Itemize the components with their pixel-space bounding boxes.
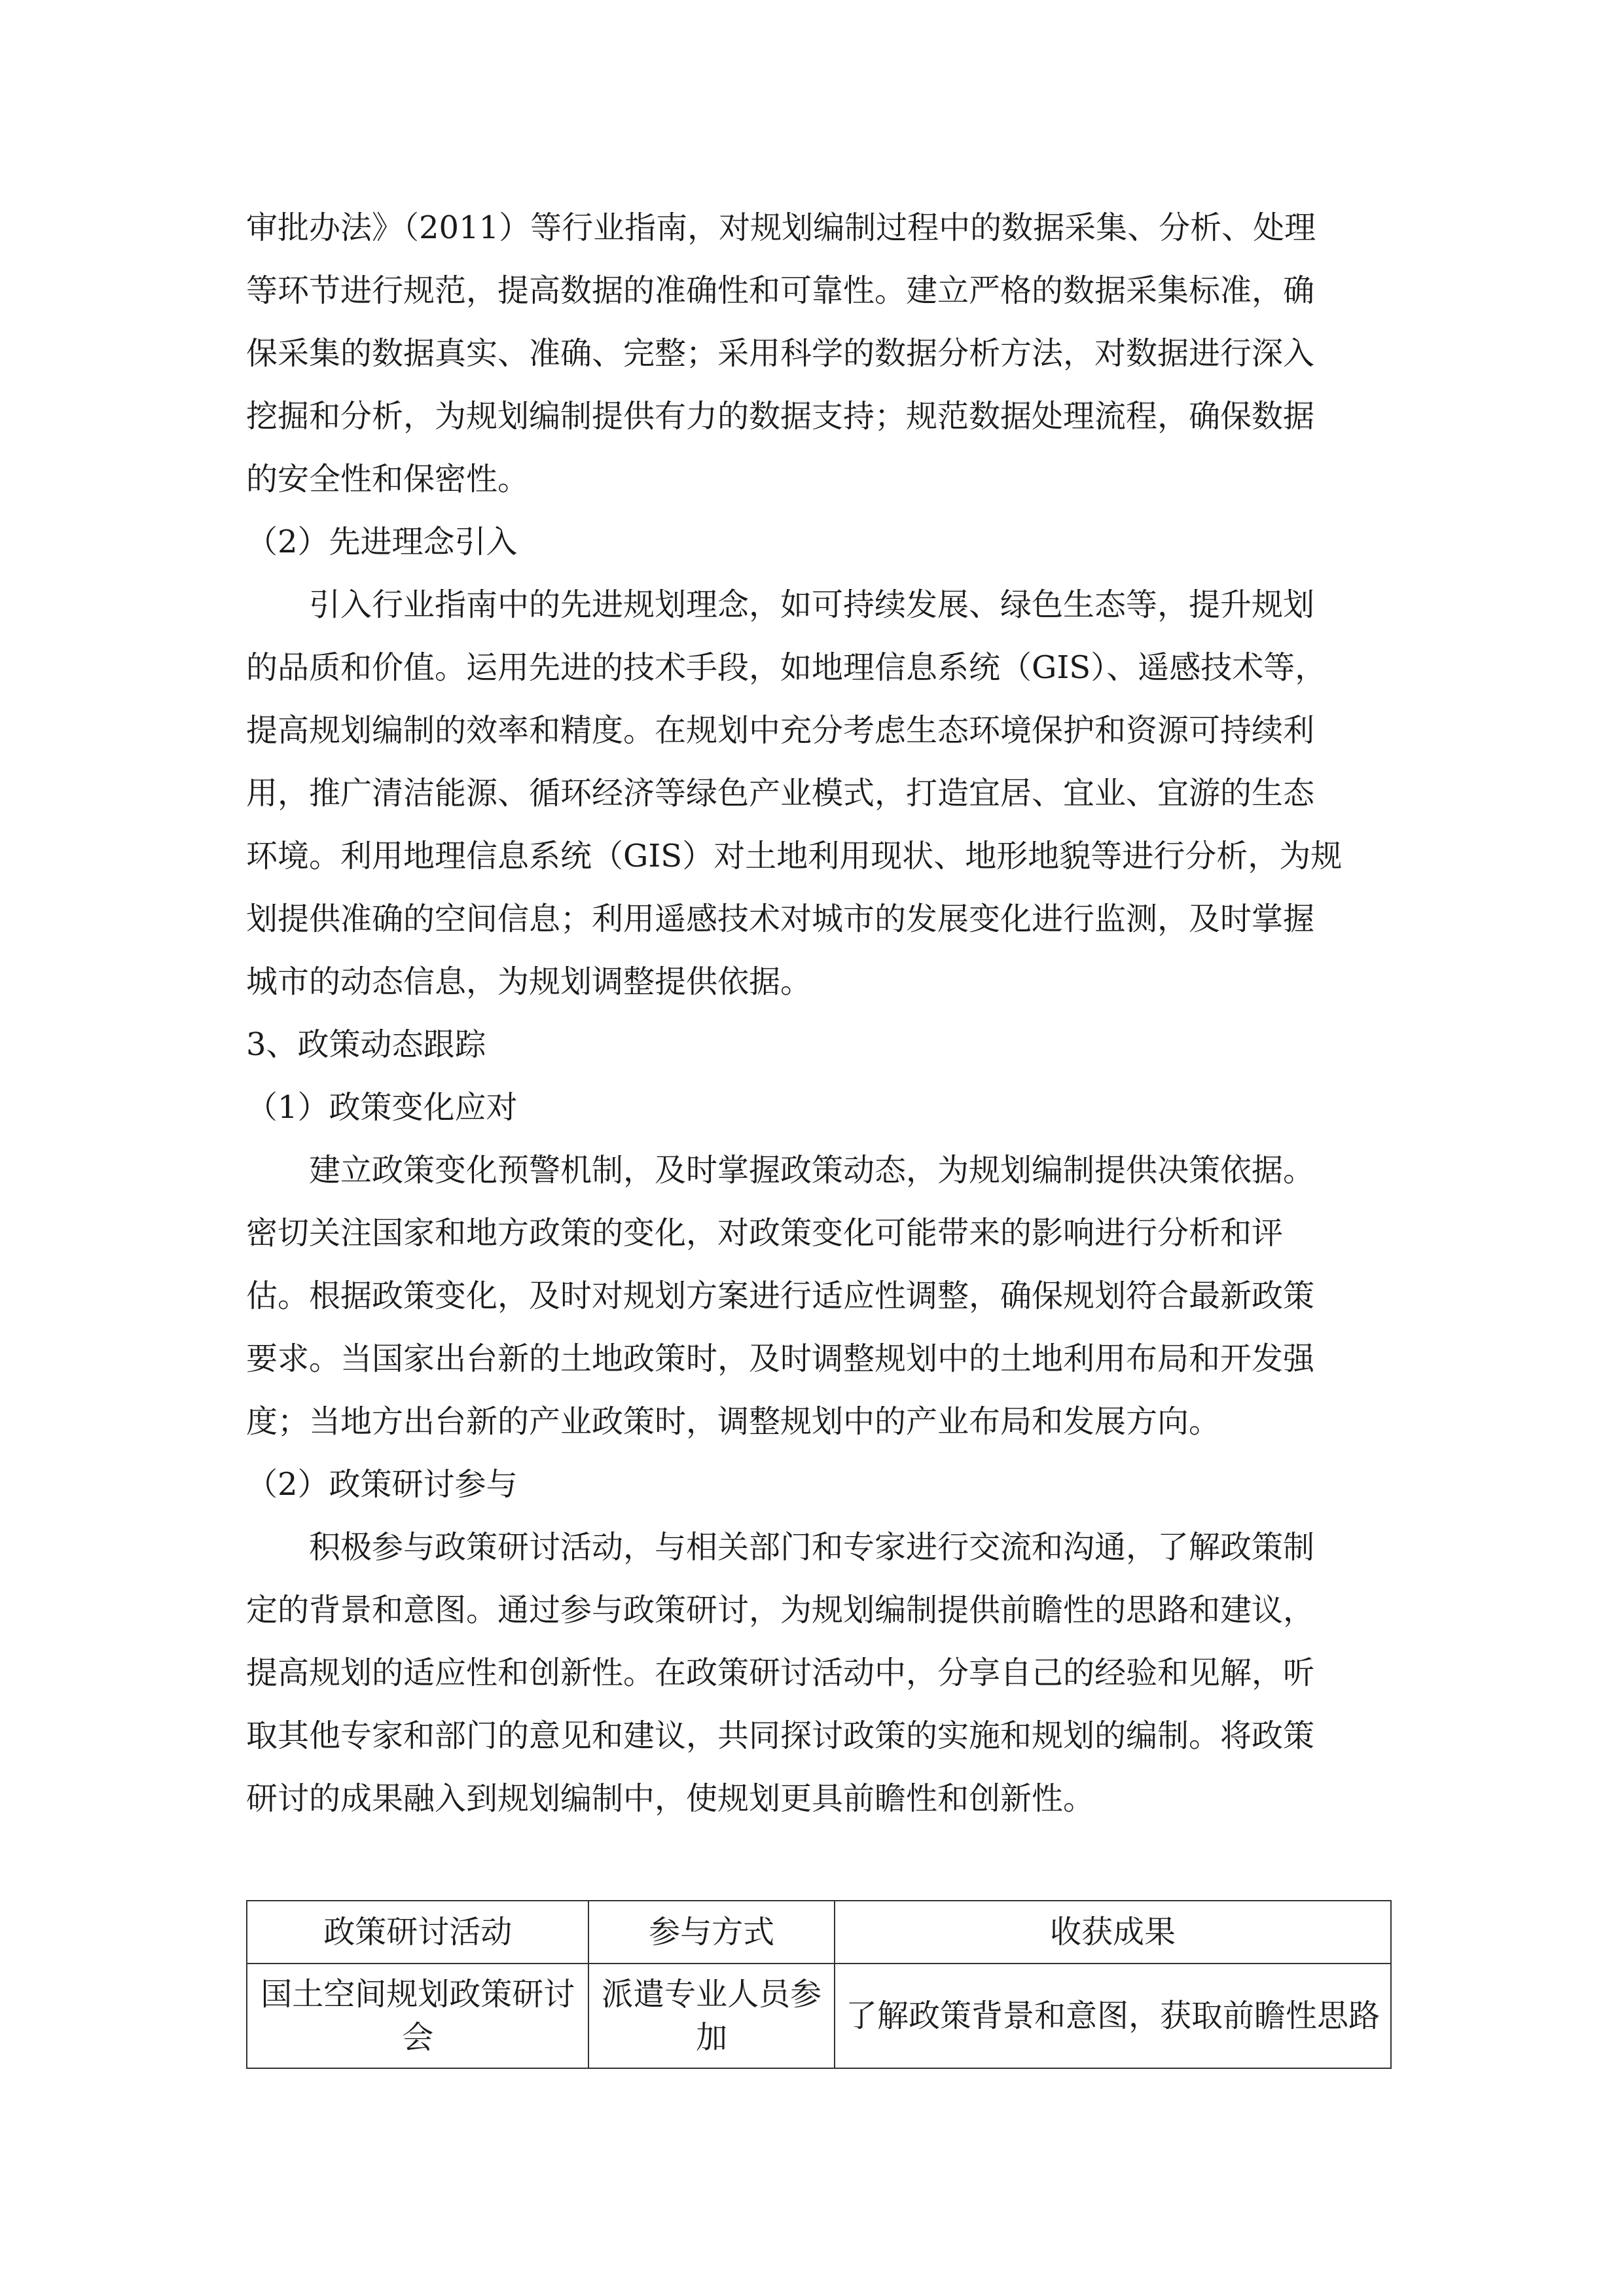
text-line: 积极参与政策研讨活动，与相关部门和专家进行交流和沟通，了解政策制	[309, 1529, 1315, 1566]
text-line: 城市的动态信息，为规划调整提供依据。	[246, 963, 812, 1000]
table-header-cell: 参与方式	[588, 1901, 835, 1964]
text-line: 定的背景和意图。通过参与政策研讨，为规划编制提供前瞻性的思路和建议，	[246, 1592, 1315, 1628]
paragraph-advanced-concepts	[246, 573, 1392, 1013]
text-line: 提高规划的适应性和创新性。在政策研讨活动中，分享自己的经验和见解，听	[246, 1655, 1315, 1691]
text-line: 度；当地方出台新的产业政策时，调整规划中的产业布局和发展方向。	[246, 1403, 1221, 1440]
table-header-cell: 收获成果	[835, 1901, 1391, 1964]
heading-policy-tracking: 3、政策动态跟踪	[246, 1026, 486, 1063]
text-line: 密切关注国家和地方政策的变化，对政策变化可能带来的影响进行分析和评	[246, 1215, 1284, 1251]
table-cell: 派遣专业人员参加	[588, 1964, 835, 2068]
text-line: 研讨的成果融入到规划编制中，使规划更具前瞻性和创新性。	[246, 1780, 1095, 1817]
text-line: 估。根据政策变化，及时对规划方案进行适应性调整，确保规划符合最新政策	[246, 1278, 1315, 1314]
text-line: 的安全性和保密性。	[246, 461, 530, 497]
heading-policy-change-response: （1）政策变化应对	[246, 1089, 518, 1126]
text-line: 挖掘和分析，为规划编制提供有力的数据支持；规范数据处理流程，确保数据	[246, 398, 1315, 435]
paragraph-policy-change	[246, 1139, 1392, 1453]
text-line: 引入行业指南中的先进规划理念，如可持续发展、绿色生态等，提升规划	[309, 586, 1315, 623]
table-header-row	[247, 1901, 1391, 1964]
text-line: 建立政策变化预警机制，及时掌握政策动态，为规划编制提供决策依据。	[309, 1152, 1315, 1189]
text-line: 划提供准确的空间信息；利用遥感技术对城市的发展变化进行监测，及时掌握	[246, 901, 1315, 937]
heading-policy-seminar: （2）政策研讨参与	[246, 1466, 518, 1503]
paragraph-policy-seminar	[246, 1516, 1392, 1830]
text-line: 保采集的数据真实、准确、完整；采用科学的数据分析方法，对数据进行深入	[246, 335, 1315, 372]
text-line: 审批办法》（2011）等行业指南，对规划编制过程中的数据采集、分析、处理	[246, 209, 1316, 246]
table-header-cell: 政策研讨活动	[247, 1901, 588, 1964]
heading-advanced-concepts: （2）先进理念引入	[246, 524, 518, 560]
document-body	[246, 196, 1392, 1830]
text-line: 用，推广清洁能源、循环经济等绿色产业模式，打造宜居、宜业、宜游的生态	[246, 775, 1315, 812]
table-cell: 了解政策背景和意图，获取前瞻性思路	[835, 1964, 1391, 2068]
paragraph-data-standards	[246, 196, 1392, 511]
text-line: 取其他专家和部门的意见和建议，共同探讨政策的实施和规划的编制。将政策	[246, 1717, 1315, 1754]
text-line: 提高规划编制的效率和精度。在规划中充分考虑生态环境保护和资源可持续利	[246, 712, 1315, 749]
table-cell: 国土空间规划政策研讨会	[247, 1964, 588, 2068]
text-line: 的品质和价值。运用先进的技术手段，如地理信息系统（GIS）、遥感技术等，	[246, 649, 1327, 686]
text-line: 环境。利用地理信息系统（GIS）对土地利用现状、地形地貌等进行分析，为规	[246, 838, 1343, 874]
text-line: 等环节进行规范，提高数据的准确性和可靠性。建立严格的数据采集标准，确	[246, 272, 1315, 309]
policy-seminar-table	[246, 1900, 1392, 2069]
table-row	[247, 1964, 1391, 2068]
text-line: 要求。当国家出台新的土地政策时，及时调整规划中的土地利用布局和开发强	[246, 1340, 1315, 1377]
